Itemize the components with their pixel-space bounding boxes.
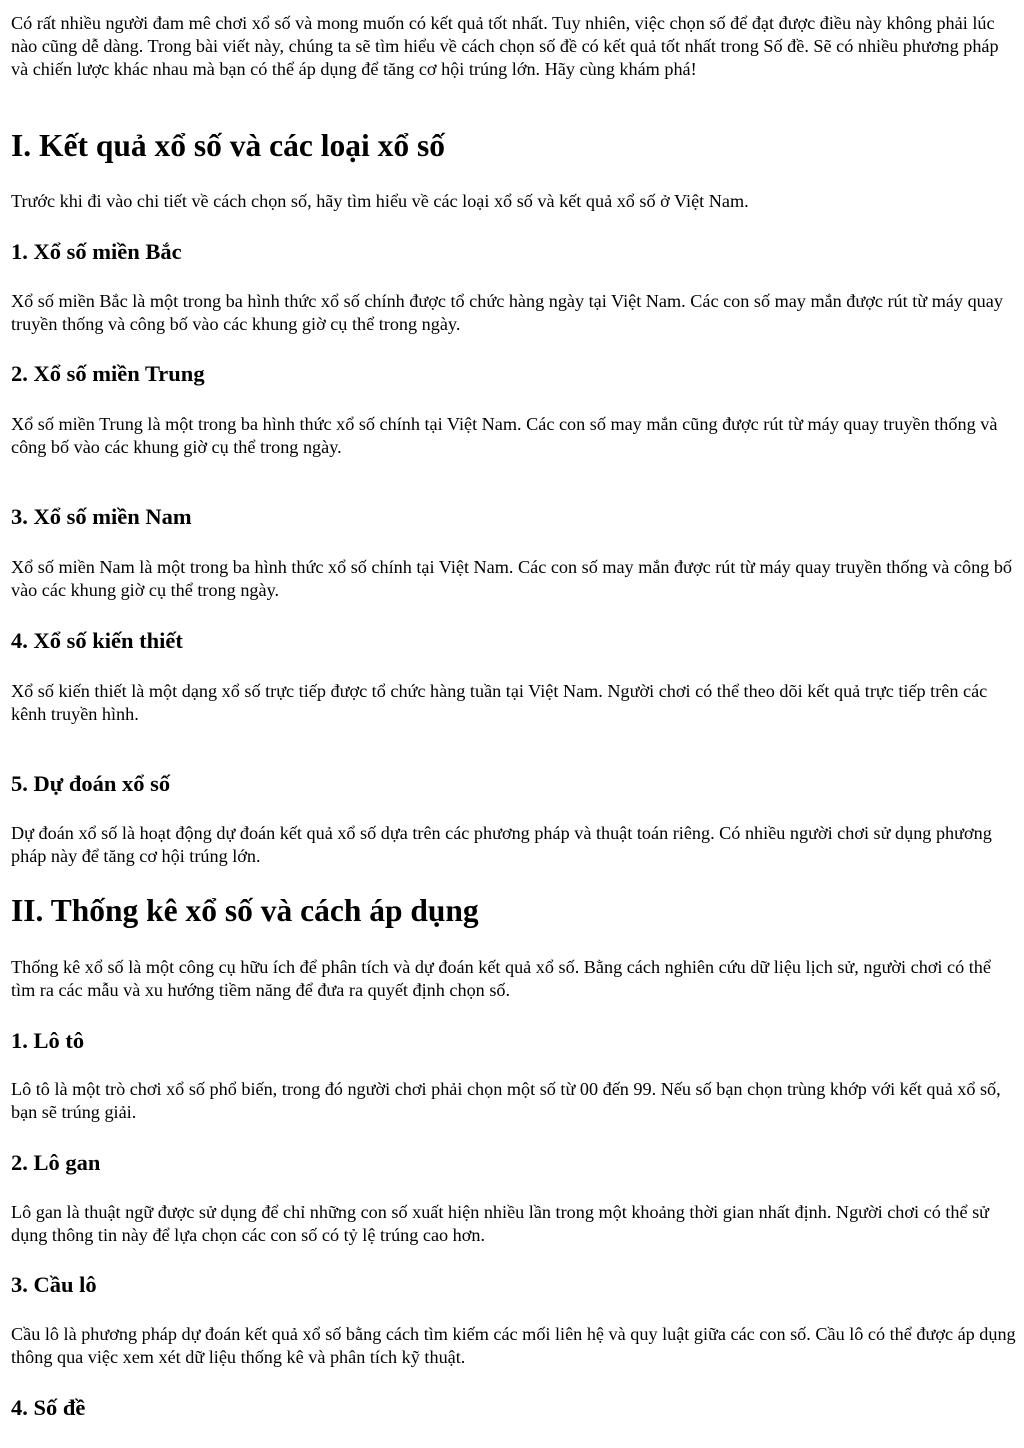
paragraph-xsmb: Xổ số miền Bắc là một trong ba hình thức xổ số chính được tổ chức hàng ngày tại Việt Nam. Các con số may mắn được rút từ máy quay truyền thống và công bố vào các khung giờ cụ thể trong ngày.	[11, 291, 1003, 334]
paragraph-xskt: Xổ số kiến thiết là một dạng xổ số trực tiếp được tổ chức hàng tuần tại Việt Nam. Người chơi có thể theo dõi kết quả trực tiếp trên các kênh truyền hình.	[11, 681, 988, 724]
paragraph-xsmt: Xổ số miền Trung là một trong ba hình thức xổ số chính tại Việt Nam. Các con số may mắn cũng được rút từ máy quay truyền thống và công bố vào các khung giờ cụ thể trong ngày.	[11, 414, 998, 457]
paragraph-lo-to: Lô tô là một trò chơi xổ số phổ biến, trong đó người chơi phải chọn một số từ 00 đến 99. Nếu số bạn chọn trùng khớp với kết quả xổ số, bạn sẽ trúng giải.	[11, 1079, 1001, 1122]
section-1-intro: Trước khi đi vào chi tiết về cách chọn số, hãy tìm hiểu về các loại xổ số và kết quả xổ số ở Việt Nam.	[11, 191, 749, 211]
section-2-intro: Thống kê xổ số là một công cụ hữu ích để phân tích và dự đoán kết quả xổ số. Bằng cách nghiên cứu dữ liệu lịch sử, người chơi có thể tìm ra các mẫu và xu hướng tiềm năng để đưa ra quyết định chọn số.	[11, 957, 991, 1000]
intro-paragraph: Có rất nhiều người đam mê chơi xổ số và mong muốn có kết quả tốt nhất. Tuy nhiên, việc chọn số để đạt được điều này không phải lúc nào cũng dễ dàng. Trong bài viết này, chúng ta sẽ tìm hiểu về cách chọn số đề có kết quả tốt nhất trong Số đề. Sẽ có nhiều phương pháp và chiến lược khác nhau mà bạn có thể áp dụng để tăng cơ hội trúng lớn. Hãy cùng khám phá!	[11, 13, 999, 79]
paragraph-du-doan: Dự đoán xổ số là hoạt động dự đoán kết quả xổ số dựa trên các phương pháp và thuật toán riêng. Có nhiều người chơi sử dụng phương pháp này để tăng cơ hội trúng lớn.	[11, 823, 992, 866]
subheading-lo-gan: 2. Lô gan	[11, 1150, 101, 1175]
subheading-du-doan: 5. Dự đoán xổ số	[11, 771, 171, 796]
subheading-xsmb: 1. Xổ số miền Bắc	[11, 239, 182, 264]
subheading-so-de: 4. Số đề	[11, 1395, 86, 1420]
paragraph-cau-lo: Cầu lô là phương pháp dự đoán kết quả xổ số bằng cách tìm kiếm các mối liên hệ và quy luật giữa các con số. Cầu lô có thể được áp dụng thông qua việc xem xét dữ liệu thống kê và phân tích kỹ thuật.	[11, 1324, 1016, 1367]
paragraph-lo-gan: Lô gan là thuật ngữ được sử dụng để chỉ những con số xuất hiện nhiều lần trong một khoảng thời gian nhất định. Người chơi có thể sử dụng thông tin này để lựa chọn các con số có tỷ lệ trúng cao hơn.	[11, 1202, 990, 1245]
paragraph-xsmn: Xổ số miền Nam là một trong ba hình thức xổ số chính tại Việt Nam. Các con số may mắn được rút từ máy quay truyền thống và công bố vào các khung giờ cụ thể trong ngày.	[11, 557, 1013, 600]
subheading-cau-lo: 3. Cầu lô	[11, 1272, 97, 1297]
subheading-xskt: 4. Xổ số kiến thiết	[11, 628, 183, 653]
subheading-lo-to: 1. Lô tô	[11, 1028, 85, 1053]
subheading-xsmt: 2. Xổ số miền Trung	[11, 361, 205, 386]
section-1-heading: I. Kết quả xổ số và các loại xổ số	[11, 128, 446, 163]
section-2-heading: II. Thống kê xổ số và cách áp dụng	[11, 893, 479, 928]
subheading-xsmn: 3. Xổ số miền Nam	[11, 504, 192, 529]
